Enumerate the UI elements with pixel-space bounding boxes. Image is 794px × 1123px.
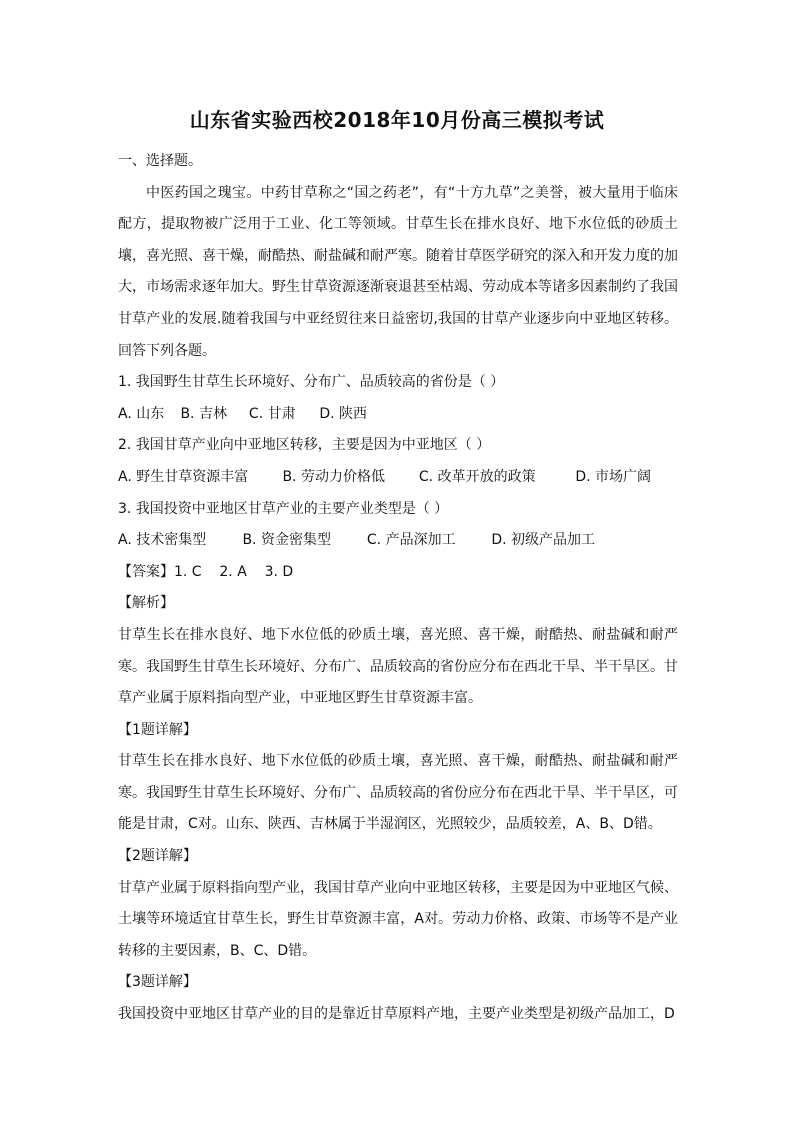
detail-2-text: 甘草产业属于原料指向型产业，我国甘草产业向中亚地区转移，主要是因为中亚地区气候、土壤等环境适宜甘草生长，野生甘草资源丰富，A对。劳动力价格、政策、市场等不是产业转移的主要因素，B、C、D错。 xyxy=(118,879,678,959)
option-a: A. 野生甘草资源丰富 xyxy=(118,468,249,485)
question-2-stem: 2. 我国甘草产业向中亚地区转移，主要是因为中亚地区（ ） xyxy=(118,437,491,454)
option-c: C. 甘肃 xyxy=(248,405,296,422)
analysis-label: 【解析】 xyxy=(118,595,174,612)
option-c: C. 产品深加工 xyxy=(366,532,456,549)
detail-2-label: 【2题详解】 xyxy=(118,848,197,865)
page-title: 山东省实验西校2018年10月份高三模拟考试 xyxy=(189,108,605,132)
detail-1-text: 甘草生长在排水良好、地下水位低的砂质土壤，喜光照、喜干燥，耐酷热、耐盐碱和耐严寒。我国野生甘草生长环境好、分布广、品质较高的省份应分布在西北干旱、半干旱区，可能是甘肃，C对。山东、陕西、吉林属于半湿润区，光照较少，品质较差，A、B、D错。 xyxy=(118,753,678,833)
question-1-options xyxy=(118,399,678,431)
option-a: A. 技术密集型 xyxy=(118,532,207,549)
answer-line: 【答案】1. C 2. A 3. D xyxy=(118,563,294,580)
option-b: B. 吉林 xyxy=(180,405,227,422)
question-3-options xyxy=(118,525,678,557)
detail-3-label: 【3题详解】 xyxy=(118,974,197,991)
option-d: D. 市场广阔 xyxy=(575,468,652,485)
option-b: B. 劳动力价格低 xyxy=(282,468,385,485)
question-2-options xyxy=(118,462,678,494)
detail-1-label: 【1题详解】 xyxy=(118,721,197,738)
question-1-stem: 1. 我国野生甘草生长环境好、分布广、品质较高的省份是（ ） xyxy=(118,374,505,391)
option-a: A. 山东 xyxy=(118,405,165,422)
section-heading: 一、选择题。 xyxy=(118,153,202,169)
option-d: D. 陕西 xyxy=(319,405,368,422)
option-c: C. 改革开放的政策 xyxy=(418,468,536,485)
analysis-text: 甘草生长在排水良好、地下水位低的砂质土壤，喜光照、喜干燥，耐酷热、耐盐碱和耐严寒。我国野生甘草生长环境好、分布广、品质较高的省份应分布在西北干旱、半干旱区。甘草产业属于原料指向型产业，中亚地区野生甘草资源丰富。 xyxy=(118,626,678,707)
document-body xyxy=(118,146,678,1031)
passage-text: 中医药国之瑰宝。中药甘草称之“国之药老”，有“十方九草”之美誉，被大量用于临床配方，提取物被广泛用于工业、化工等领域。甘草生长在排水良好、地下水位低的砂质土壤，喜光照、喜干燥，耐酷热、耐盐碱和耐严寒。随着甘草医学研究的深入和开发力度的加大，市场需求逐年加大。野生甘草资源逐渐衰退甚至枯竭、劳动成本等诸多因素制约了我国甘草产业的发展.随着我国与中亚经贸往来日益密切,我国的甘草产业逐步向中亚地区转移。回答下列各题。 xyxy=(118,184,678,359)
option-d: D. 初级产品加工 xyxy=(491,532,596,549)
detail-3-text: 我国投资中亚地区甘草产业的目的是靠近甘草原料产地，主要产业类型是初级产品加工，D xyxy=(118,1006,675,1023)
question-3-stem: 3. 我国投资中亚地区甘草产业的主要产业类型是（ ） xyxy=(118,500,449,517)
option-b: B. 资金密集型 xyxy=(242,532,331,549)
